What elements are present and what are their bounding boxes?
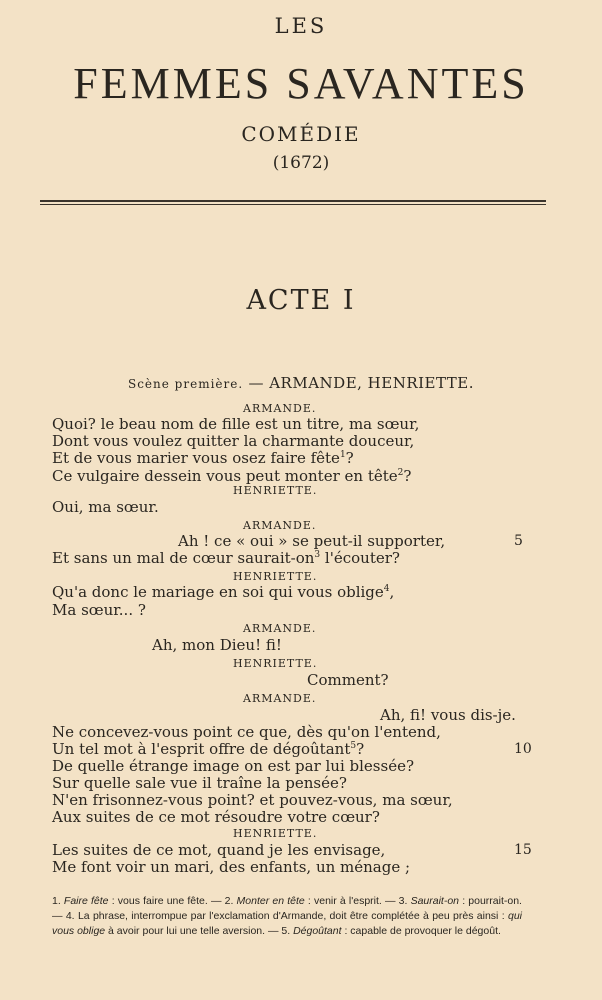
verse-line <box>52 549 400 567</box>
line-text: Les suites de ce mot, quand je les envisage, <box>52 841 386 859</box>
line-text: De quelle étrange image on est par lui blessée? <box>52 757 414 775</box>
verse-number: 15 <box>514 842 532 858</box>
verse-line <box>52 498 159 516</box>
footnote-term: qui vous oblige <box>52 910 522 937</box>
line-text: Oui, ma sœur. <box>52 498 159 516</box>
speaker-name <box>233 484 317 497</box>
line-tail: , <box>389 583 395 601</box>
verse-line <box>52 757 414 775</box>
footnote-definition: : venir à l'esprit. — <box>304 895 399 907</box>
title-prefix: LES <box>274 14 328 38</box>
footnote-number: 2. <box>224 895 237 907</box>
footnote <box>52 895 225 907</box>
line-tail: l'écouter? <box>320 549 400 567</box>
play-title: FEMMES SAVANTES <box>73 59 529 108</box>
verse-line <box>52 432 414 450</box>
line-text: ARMANDE. <box>243 692 317 705</box>
scene-label: Scène première. <box>127 377 244 391</box>
line-text: N'en frisonnez-vous point? et pouvez-vous, ma sœur, <box>52 791 453 809</box>
line-text: ARMANDE. <box>243 519 317 532</box>
line-text: ARMANDE. <box>243 402 317 415</box>
footnotes <box>52 894 522 939</box>
line-text: Aux suites de ce mot résoudre votre cœur? <box>52 808 380 826</box>
line-text: HENRIETTE. <box>233 657 318 670</box>
verse-line <box>307 671 389 689</box>
act-heading: ACTE I <box>246 285 356 316</box>
footnote-ref: 3 <box>314 550 321 560</box>
verse-line <box>52 791 453 809</box>
verse-line <box>380 706 516 724</box>
footnote-term: Monter en tête <box>236 895 305 907</box>
line-text: Et de vous marier vous osez faire fête <box>52 449 340 467</box>
scene-characters: — ARMANDE, HENRIETTE. <box>248 374 475 392</box>
footnote <box>281 925 501 937</box>
divider-thin <box>40 204 546 205</box>
line-text: Ah, fi! vous dis-je. <box>380 706 516 724</box>
line-text: Ne concevez-vous point ce que, dès qu'on l'entend, <box>52 723 441 741</box>
verse-line <box>52 808 380 826</box>
line-text: Quoi? le beau nom de fille est un titre, ma sœur, <box>52 415 420 433</box>
footnote-term: Dégoûtant <box>293 925 342 937</box>
footnote-definition: : capable de provoquer le dégoût. <box>341 925 501 937</box>
line-tail: ? <box>356 740 365 758</box>
line-text: Un tel mot à l'esprit offre de dégoûtant <box>52 740 351 758</box>
footnote-definition: : pourrait-on. — <box>52 895 522 922</box>
genre-label: COMÉDIE <box>241 122 361 146</box>
year-label: (1672) <box>272 153 330 173</box>
line-text: HENRIETTE. <box>233 570 318 583</box>
line-text: Me font voir un mari, des enfants, un ménage ; <box>52 858 411 876</box>
footnote-ref: 2 <box>397 468 404 478</box>
line-text: Ma sœur... ? <box>52 601 146 619</box>
verse-line <box>52 449 354 467</box>
speaker-name <box>233 570 317 583</box>
footnote-ref: 5 <box>350 741 357 751</box>
line-text: Dont vous voulez quitter la charmante douceur, <box>52 432 415 450</box>
verse-line <box>52 601 146 619</box>
footnote-definition: La phrase, interrompue par l'exclamation d'Armande, doit être complétée à peu près ainsi : <box>77 910 508 922</box>
footnote-term: Faire fête <box>63 895 109 907</box>
footnote-number: 1. <box>52 895 64 907</box>
speaker-name <box>233 827 317 840</box>
line-text: Qu'a donc le mariage en soi qui vous oblige <box>52 583 384 601</box>
verse-line <box>152 636 282 654</box>
verse-line <box>52 858 410 876</box>
footnote-term: Saurait-on <box>410 895 460 907</box>
scene-heading <box>0 374 602 392</box>
verse-line <box>52 415 419 433</box>
line-text: Comment? <box>307 671 389 689</box>
line-text: HENRIETTE. <box>233 827 318 840</box>
line-text: ARMANDE. <box>243 622 317 635</box>
line-text: Et sans un mal de cœur saurait-on <box>52 549 315 567</box>
footnote-number: 5. <box>281 925 294 937</box>
footnote-number: 4. <box>65 910 78 922</box>
speaker-name <box>243 402 316 415</box>
verse-line <box>52 467 411 485</box>
footnote <box>66 910 508 922</box>
verse-number: 10 <box>514 741 532 757</box>
verse-number: 5 <box>514 533 523 549</box>
verse-line <box>52 841 385 859</box>
verse-line <box>52 774 347 792</box>
line-text: Ah ! ce « oui » se peut-il supporter, <box>178 532 446 550</box>
verse-line <box>52 740 364 758</box>
speaker-name <box>243 519 316 532</box>
speaker-name <box>243 692 316 705</box>
verse-line <box>178 532 445 550</box>
line-tail: ? <box>345 449 354 467</box>
line-text: HENRIETTE. <box>233 484 318 497</box>
footnote-definition: à avoir pour lui une telle aversion. — <box>105 925 282 937</box>
line-text: Ce vulgaire dessein vous peut monter en tête <box>52 467 398 485</box>
divider-thick <box>40 200 546 202</box>
verse-line <box>52 583 394 601</box>
speaker-name <box>233 657 317 670</box>
line-tail: ? <box>403 467 412 485</box>
footnote-number: 3. <box>398 895 411 907</box>
verse-line <box>52 723 441 741</box>
footnote-ref: 1 <box>339 450 346 460</box>
footnote <box>225 895 399 907</box>
footnote-ref: 4 <box>383 584 390 594</box>
speaker-name <box>243 622 316 635</box>
line-text: Sur quelle sale vue il traîne la pensée? <box>52 774 347 792</box>
line-text: Ah, mon Dieu! fi! <box>152 636 282 654</box>
footnote-definition: : vous faire une fête. — <box>108 895 225 907</box>
